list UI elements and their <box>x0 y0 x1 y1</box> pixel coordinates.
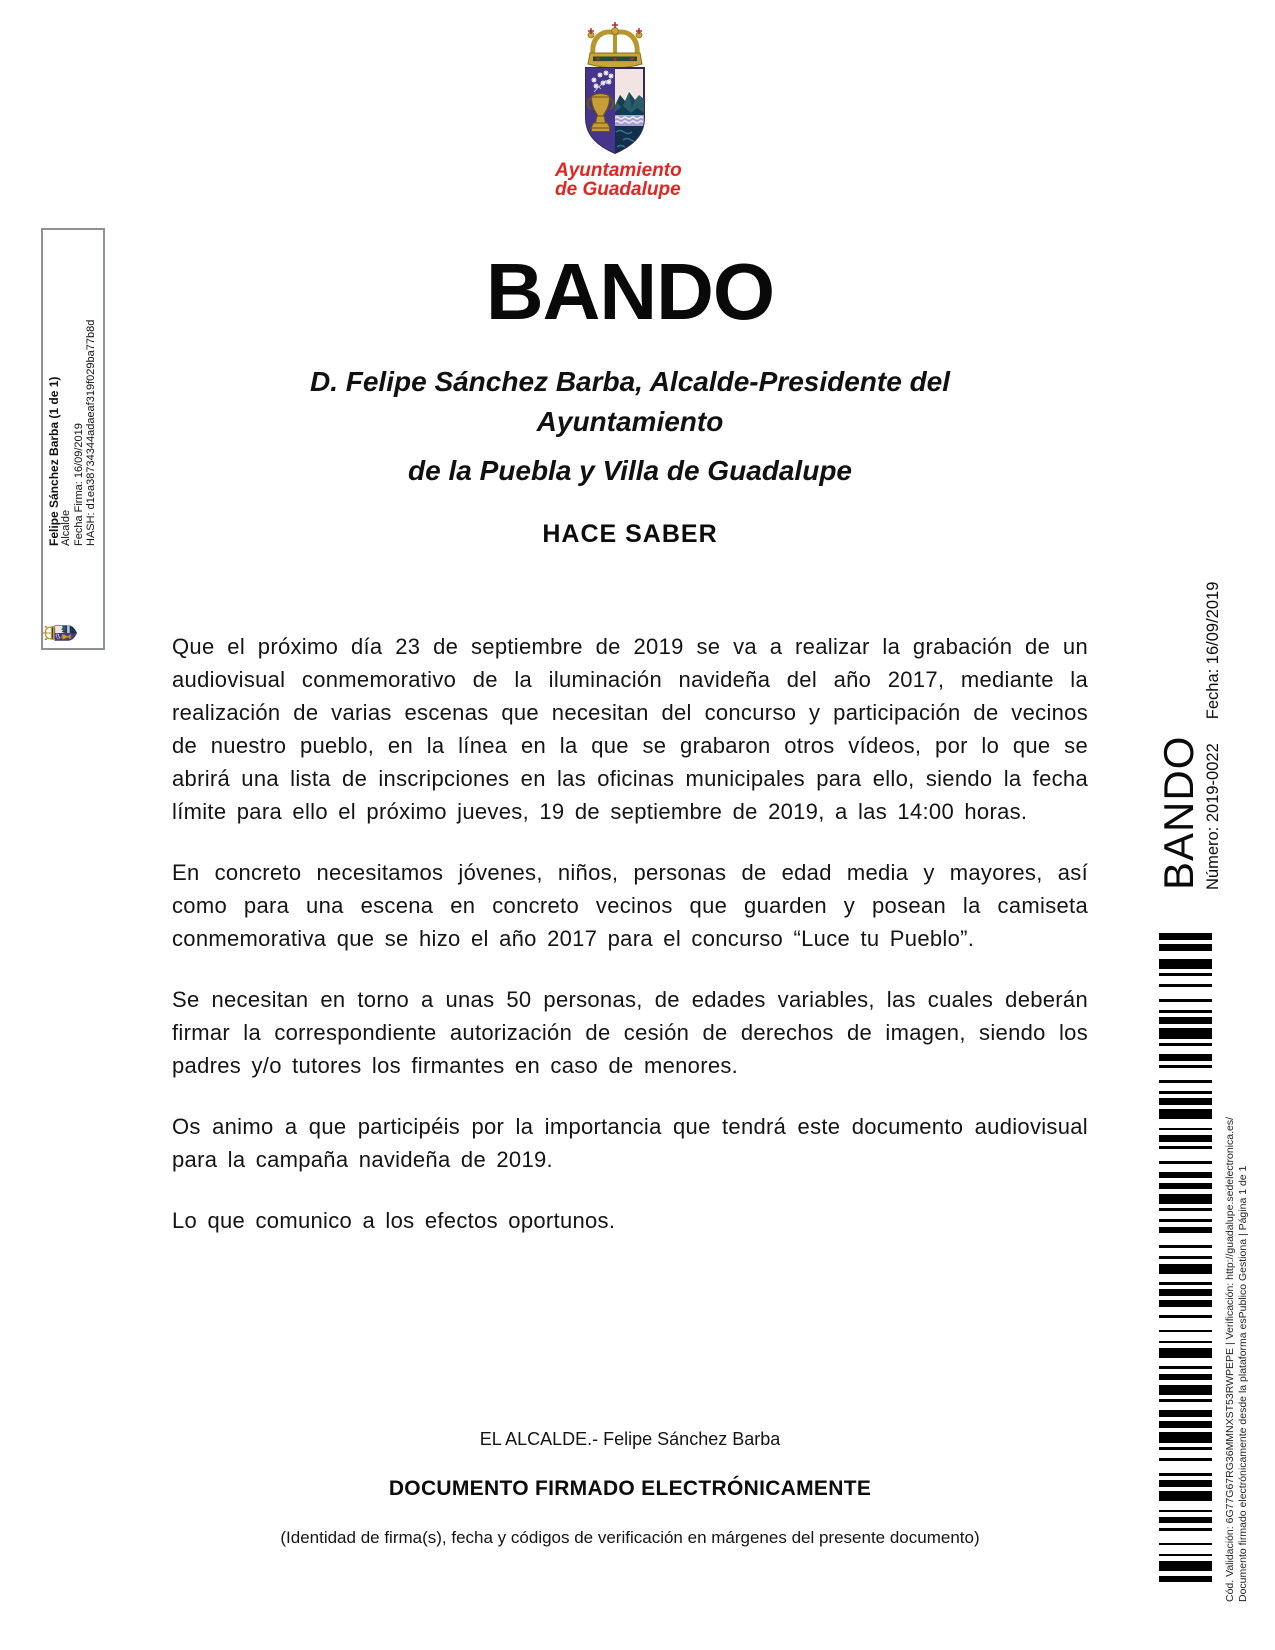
document-subtitle-2: de la Puebla y Villa de Guadalupe <box>408 455 852 486</box>
paragraph-4: Os animo a que participéis por la importancia que tendrá este documento audiovisual para la campaña navideña de 2019. <box>172 1114 1088 1172</box>
margin-doc-type: BANDO <box>1155 735 1202 890</box>
hace-saber-heading: HACE SABER <box>542 520 718 548</box>
document-subtitle: D. Felipe Sánchez Barba, Alcalde-Presidente del Ayuntamiento <box>309 366 951 437</box>
margin-doc-number-date <box>1201 560 1225 890</box>
paragraph-1: Que el próximo día 23 de septiembre de 2019 se va a realizar la grabación de un audiovisual conmemorativo de la iluminación navideña del año 2017, mediante la realización de varias escenas que necesitan del concurso y participación de vecinos de nuestro pueblo, en la línea en la que se grabaron otros vídeos, por lo que se abrirá una lista de inscripciones en las oficinas municipales para ello, siendo la fecha límite para ello el próximo jueves, 19 de septiembre de 2019, a las 14:00 horas. <box>172 634 1088 824</box>
doc-date: Fecha: 16/09/2019 <box>1204 581 1222 720</box>
logo-caption-line1: Ayuntamiento <box>555 160 682 181</box>
signer-role: Alcalde <box>60 509 73 546</box>
signer-name: Felipe Sánchez Barba (1 de 1) <box>47 376 61 546</box>
paragraph-5: Lo que comunico a los efectos oportunos. <box>172 1208 616 1233</box>
signature-date: Fecha Firma: 16/09/2019 <box>72 423 85 546</box>
signature-hash: HASH: d1ea38734344adaeaf319f029ba77b8d <box>85 319 98 546</box>
municipality-logo <box>555 22 682 200</box>
coat-of-arms-small-icon <box>43 620 77 646</box>
coat-of-arms-icon <box>565 22 665 154</box>
paragraph-2: En concreto necesitamos jóvenes, niños, personas de edad media y mayores, así como para una escena en concreto vecinos que guarden y posean la camiseta conmemorativa que se hizo el año 2017 para el concurso “Luce tu Pueblo”. <box>172 860 1088 951</box>
verification-note: (Identidad de firma(s), fecha y códigos de verificación en márgenes del presente documento) <box>280 1528 980 1547</box>
platform-line: Documento firmado electrónicamente desde la plataforma esPublico Gestiona | Página 1 de 1 <box>1236 1165 1249 1602</box>
paragraph-3: Se necesitan en torno a unas 50 personas, de edades variables, las cuales deberán firmar la correspondiente autorización de cesión de derechos de imagen, siendo los padres y/o tutores los firmantes en caso de menores. <box>172 987 1088 1078</box>
signature-metadata <box>48 230 98 546</box>
document-title: BANDO <box>485 247 775 336</box>
doc-number: Número: 2019-0022 <box>1204 743 1222 890</box>
barcode <box>1159 933 1212 1583</box>
margin-doc-id <box>1157 560 1225 890</box>
electronically-signed-line: DOCUMENTO FIRMADO ELECTRÓNICAMENTE <box>388 1477 872 1500</box>
validation-code-line: Cód. Validación: 6G77G67RG36MMNXST53RWPEPE | Verificación: http://guadalupe.sedelectronica.es/ <box>1224 1116 1236 1602</box>
validation-margin-text <box>1224 1077 1249 1602</box>
signature-margin-box <box>41 228 105 650</box>
signature-line: EL ALCALDE.- Felipe Sánchez Barba <box>479 1429 781 1449</box>
body-paragraphs <box>172 630 1088 1265</box>
logo-caption-line2: de Guadalupe <box>555 179 681 200</box>
